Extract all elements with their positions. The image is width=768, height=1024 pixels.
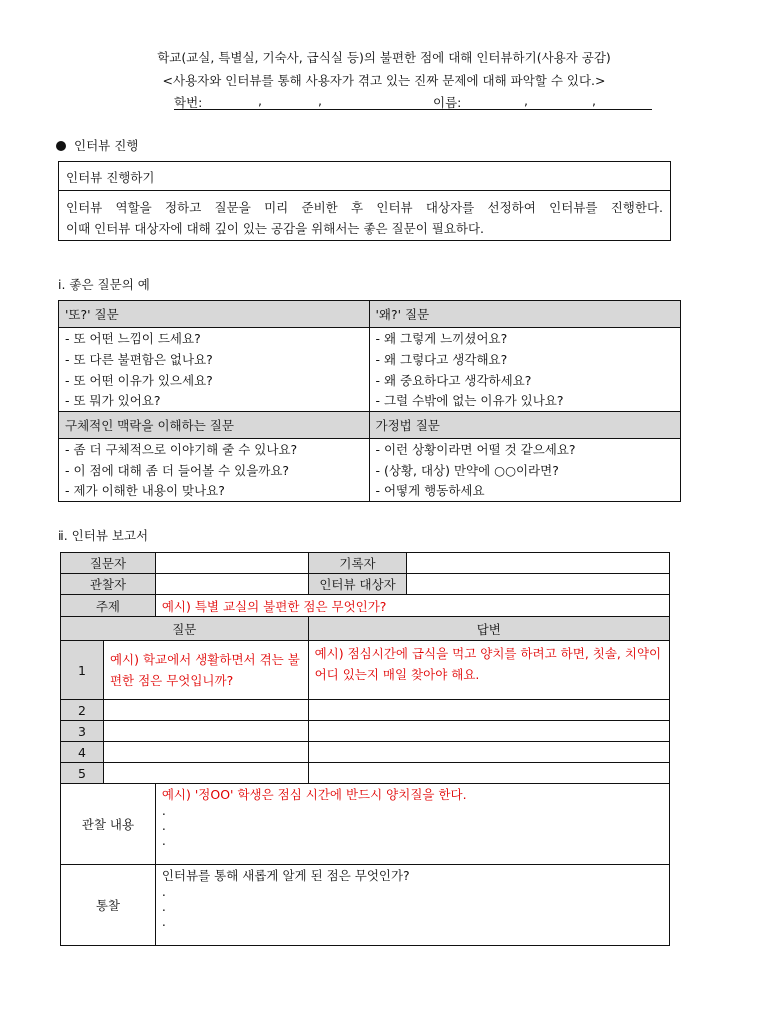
insight-prompt: 인터뷰를 통해 새롭게 알게 된 점은 무엇인가?	[161, 868, 410, 883]
hypothetical-question-header: 가정법 질문	[369, 412, 681, 439]
name-separator: ,	[592, 93, 596, 108]
bullet-icon	[56, 141, 66, 151]
context-question-header: 구체적인 맥락을 이해하는 질문	[59, 412, 370, 439]
observation-label: 관찰 내용	[61, 784, 156, 865]
insight-label: 통찰	[61, 865, 156, 946]
info-box-line: 이때 인터뷰 대상자에 대해 깊이 있는 공감을 위해서는 좋은 질문이 필요하다.	[66, 221, 485, 236]
student-id-line[interactable]	[174, 93, 652, 110]
bullet-dot: .	[161, 803, 166, 818]
interviewee-field[interactable]	[407, 574, 670, 595]
observer-label: 관찰자	[61, 574, 156, 595]
question-item: - 또 뭐가 있어요?	[59, 391, 370, 412]
bullet-dot: .	[161, 899, 166, 914]
row-number: 4	[61, 742, 104, 763]
interviewee-label: 인터뷰 대상자	[308, 574, 407, 595]
question-column-header: 질문	[61, 617, 309, 641]
info-box-title: 인터뷰 진행하기	[59, 162, 670, 191]
name-separator: ,	[524, 93, 528, 108]
question-item: - 왜 중요하다고 생각하세요?	[369, 370, 681, 391]
good-questions-heading: ⅰ. 좋은 질문의 예	[58, 277, 150, 292]
questioner-label: 질문자	[61, 553, 156, 574]
again-question-header: '또?' 질문	[59, 301, 370, 328]
answer-cell[interactable]	[308, 763, 669, 784]
topic-field[interactable]: 예시) 특별 교실의 불편한 점은 무엇인가?	[155, 595, 669, 617]
topic-label: 주제	[61, 595, 156, 617]
observation-field[interactable]	[155, 784, 669, 865]
page-title: 학교(교실, 특별실, 기숙사, 급식실 등)의 불편한 점에 대해 인터뷰하기(사용자 공감)	[157, 50, 611, 65]
bullet-dot: .	[161, 818, 166, 833]
question-item: - 왜 그렇다고 생각해요?	[369, 349, 681, 370]
id-separator: ,	[258, 93, 262, 108]
question-item: - (상황, 대상) 만약에 ○○이라면?	[369, 460, 681, 481]
question-cell[interactable]	[103, 700, 308, 721]
row-number: 2	[61, 700, 104, 721]
question-cell[interactable]	[103, 721, 308, 742]
info-box-body	[59, 191, 670, 245]
why-question-header: '왜?' 질문	[369, 301, 681, 328]
info-box-line: 인터뷰 역할을 정하고 질문을 미리 준비한 후 인터뷰 대상자를 선정하여 인터뷰를 진행한다.	[66, 200, 663, 215]
question-cell[interactable]	[103, 763, 308, 784]
answer-cell[interactable]	[308, 721, 669, 742]
question-item: - 제가 이해한 내용이 맞나요?	[59, 481, 370, 502]
question-item: - 또 다른 불편함은 없나요?	[59, 349, 370, 370]
answer-cell[interactable]: 예시) 점심시간에 급식을 먹고 양치를 하려고 하면, 칫솔, 치약이 어디 있는지 매일 찾아야 해요.	[308, 641, 669, 700]
question-item: - 왜 그렇게 느끼셨어요?	[369, 328, 681, 349]
answer-cell[interactable]	[308, 700, 669, 721]
question-item: - 이런 상황이라면 어떨 것 같으세요?	[369, 439, 681, 460]
recorder-field[interactable]	[407, 553, 670, 574]
recorder-label: 기록자	[308, 553, 407, 574]
interview-heading	[56, 136, 138, 154]
bullet-dot: .	[161, 914, 166, 929]
row-number: 5	[61, 763, 104, 784]
answer-cell[interactable]	[308, 742, 669, 763]
question-cell[interactable]	[103, 742, 308, 763]
question-item: - 이 점에 대해 좀 더 들어볼 수 있을까요?	[59, 460, 370, 481]
interview-info-box	[58, 161, 671, 241]
student-id-label: 학번:	[174, 95, 203, 110]
question-item: - 또 어떤 느낌이 드세요?	[59, 328, 370, 349]
row-number: 3	[61, 721, 104, 742]
id-separator: ,	[318, 93, 322, 108]
bullet-dot: .	[161, 884, 166, 899]
row-number: 1	[61, 641, 104, 700]
page-subtitle: <사용자와 인터뷰를 통해 사용자가 겪고 있는 진짜 문제에 대해 파악할 수 있다.>	[162, 73, 606, 88]
observer-field[interactable]	[155, 574, 308, 595]
interview-heading-text: 인터뷰 진행	[74, 138, 139, 153]
question-item: - 어떻게 행동하세요	[369, 481, 681, 502]
report-heading: ⅱ. 인터뷰 보고서	[58, 528, 149, 543]
question-item: - 또 어떤 이유가 있으세요?	[59, 370, 370, 391]
question-item: - 좀 더 구체적으로 이야기해 줄 수 있나요?	[59, 439, 370, 460]
bullet-dot: .	[161, 833, 166, 848]
insight-field[interactable]	[155, 865, 669, 946]
answer-column-header: 답변	[308, 617, 669, 641]
question-cell[interactable]: 예시) 학교에서 생활하면서 겪는 불편한 점은 무엇입니까?	[103, 641, 308, 700]
questioner-field[interactable]	[155, 553, 308, 574]
good-questions-table	[58, 300, 681, 502]
name-label: 이름:	[433, 95, 462, 110]
observation-example: 예시) '정OO' 학생은 점심 시간에 반드시 양치질을 한다.	[161, 787, 467, 802]
interview-report-table	[60, 552, 670, 946]
question-item: - 그럴 수밖에 없는 이유가 있나요?	[369, 391, 681, 412]
